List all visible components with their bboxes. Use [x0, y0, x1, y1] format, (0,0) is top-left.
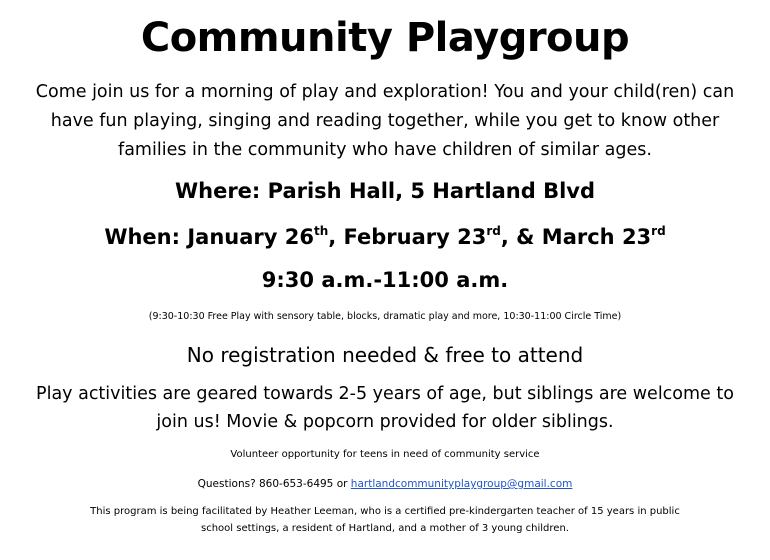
email-link[interactable]: hartlandcommunityplaygroup@gmail.com	[350, 478, 573, 490]
when-line	[0, 220, 770, 254]
free-attendance-line: No registration needed & free to attend	[186, 343, 584, 367]
when-date-2: , February 23	[328, 225, 487, 249]
flyer-title: Community Playgroup	[140, 15, 630, 61]
where-line: Where: Parish Hall, 5 Hartland Blvd	[174, 179, 596, 203]
time-line: 9:30 a.m.-11:00 a.m.	[261, 268, 509, 292]
facilitator-note: This program is being facilitated by Heather Leeman, who is a certified pre-kindergarten teacher of 15 years in public school settings, a resident of Hartland, and a mother of 3 young children.	[90, 506, 680, 534]
when-suffix-3: rd	[651, 224, 666, 238]
volunteer-note: Volunteer opportunity for teens in need of community service	[230, 449, 540, 460]
ages-paragraph: Play activities are geared towards 2-5 years of age, but siblings are welcome to join us! Movie & popcorn provided for older siblings.	[36, 384, 734, 432]
when-date-3: , & March 23	[500, 225, 652, 249]
questions-phone: Questions? 860-653-6495 or	[197, 478, 351, 490]
when-suffix-2: rd	[486, 224, 501, 238]
questions-line	[0, 475, 770, 493]
when-date-1: When: January 26	[104, 225, 314, 249]
schedule-note: (9:30-10:30 Free Play with sensory table, blocks, dramatic play and more, 10:30-11:00 Circle Time)	[148, 311, 622, 322]
intro-paragraph: Come join us for a morning of play and exploration! You and your child(ren) can have fun playing, singing and reading together, while you get to know other families in the community who have children of similar ages.	[35, 82, 735, 160]
when-suffix-1: th	[313, 224, 329, 238]
